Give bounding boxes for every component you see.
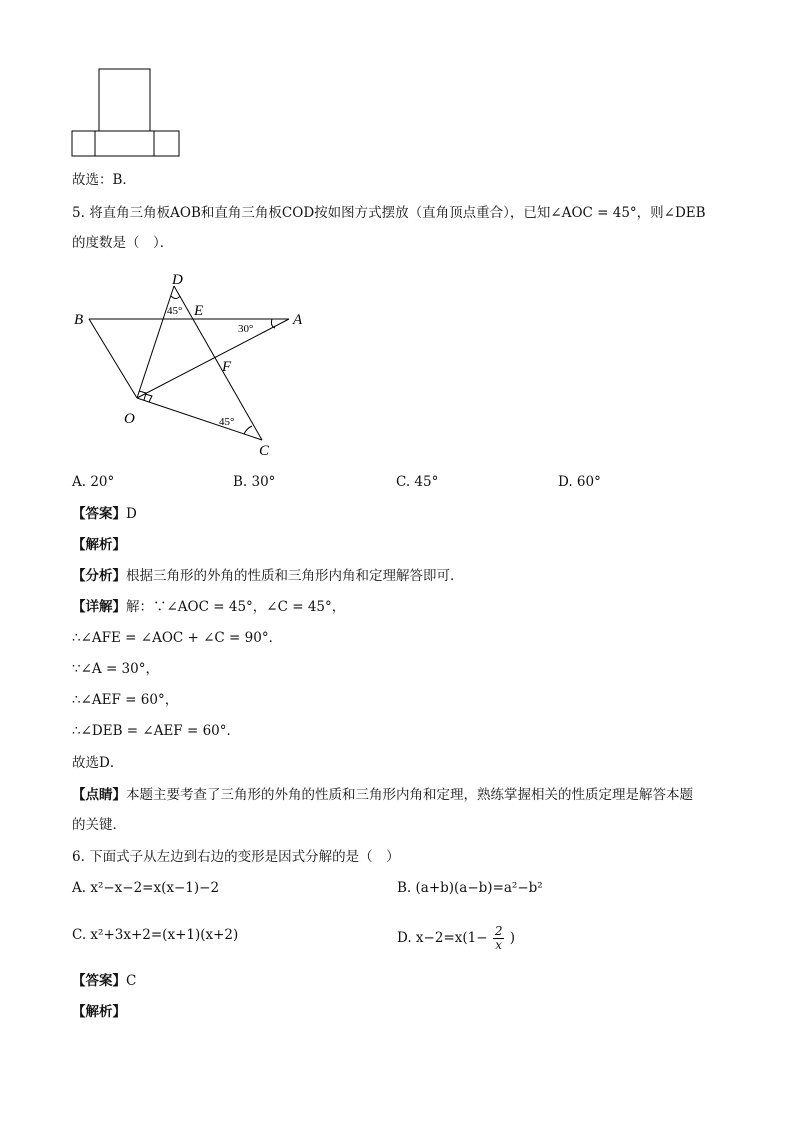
fraction-numerator: 2 (494, 924, 503, 938)
q5-stem-text: 将直角三角板AOB和直角三角板COD按如图方式摆放（直角顶点重合），已知∠AOC = 45°，则∠DEB (89, 205, 706, 221)
fenxi-tag: 【分析】 (72, 568, 126, 584)
q6-option-d (397, 925, 515, 952)
label-f: F (222, 359, 232, 375)
q5-number: 5. (72, 205, 85, 221)
label-d: D (172, 272, 183, 288)
q6-option-b: B. (a+b)(a−b)=a²−b² (397, 880, 543, 896)
q5-option-a: A. 20° (72, 474, 115, 490)
q5-detail-line4: ∴∠AEF = 60°， (72, 692, 179, 708)
q5-comment-line2: 的关键． (72, 817, 126, 833)
q6-option-c: C. x²+3x+2=(x+1)(x+2) (72, 927, 239, 943)
triangle-figure (0, 268, 794, 468)
q4-answer-choice: 故选：B． (72, 172, 136, 188)
comment-tag: 【点睛】 (72, 787, 126, 803)
q6-number: 6. (72, 849, 85, 865)
q6-answer-tag: 【答案】 (72, 973, 126, 989)
angle-arc-c (244, 426, 252, 434)
q6-analysis-tag: 【解析】 (72, 1004, 126, 1020)
q5-option-c: C. 45° (396, 474, 439, 490)
q5-choose: 故选D． (72, 755, 124, 771)
q5-stem-line2: 的度数是（ ）． (72, 235, 174, 251)
fraction-denominator: x (495, 938, 503, 952)
detail-text-1: 解：∵∠AOC = 45°，∠C = 45°， (126, 599, 346, 615)
angle-label-a: 30° (238, 323, 254, 335)
label-c: C (259, 443, 270, 459)
line-oc (137, 398, 262, 440)
comment-text-1: 本题主要考查了三角形的外角的性质和三角形内角和定理，熟练掌握相关的性质定理是解答本题 (126, 787, 693, 803)
label-a: A (293, 312, 303, 328)
q5-analysis-tag: 【解析】 (72, 537, 126, 553)
label-e: E (194, 303, 204, 319)
label-o: O (124, 411, 135, 427)
line-dc (174, 286, 262, 440)
q5-option-b: B. 30° (233, 474, 276, 490)
bottom-rectangle (72, 131, 179, 156)
q6-stem (72, 847, 400, 867)
answer-value: D (126, 506, 137, 522)
line-oa (137, 319, 289, 398)
q6-option-d-suffix: ) (509, 930, 516, 946)
answer-tag: 【答案】 (72, 506, 126, 522)
q5-detail-line2: ∴∠AFE = ∠AOC + ∠C = 90°． (72, 630, 283, 646)
q5-fenxi (72, 566, 464, 586)
q6-stem-text: 下面式子从左边到右边的变形是因式分解的是（ ） (89, 849, 400, 865)
fenxi-text: 根据三角形的外角的性质和三角形内角和定理解答即可． (126, 568, 464, 584)
angle-arc-d (171, 296, 180, 299)
q6-answer-value: C (126, 973, 137, 989)
angle-label-d: 45° (167, 305, 183, 317)
top-rectangle (99, 69, 150, 131)
q5-comment-line1 (72, 785, 693, 805)
q5-stem-line1 (72, 203, 706, 223)
detail-tag: 【详解】 (72, 599, 126, 615)
q6-answer (72, 971, 136, 991)
q6-option-d-fraction (493, 925, 505, 952)
q5-answer (72, 504, 137, 524)
q5-detail-line3: ∵∠A = 30°， (72, 661, 159, 677)
q5-option-d: D. 60° (558, 474, 601, 490)
angle-label-c: 45° (219, 416, 235, 428)
label-b: B (74, 312, 84, 328)
q6-option-a: A. x²−x−2=x(x−1)−2 (72, 880, 220, 896)
q5-detail-line1 (72, 597, 345, 617)
q6-option-d-prefix: D. x−2=x(1− (397, 930, 488, 946)
shape-view-figure (0, 0, 794, 170)
q5-detail-line5: ∴∠DEB = ∠AEF = 60°． (72, 723, 240, 739)
line-bo (89, 319, 137, 398)
